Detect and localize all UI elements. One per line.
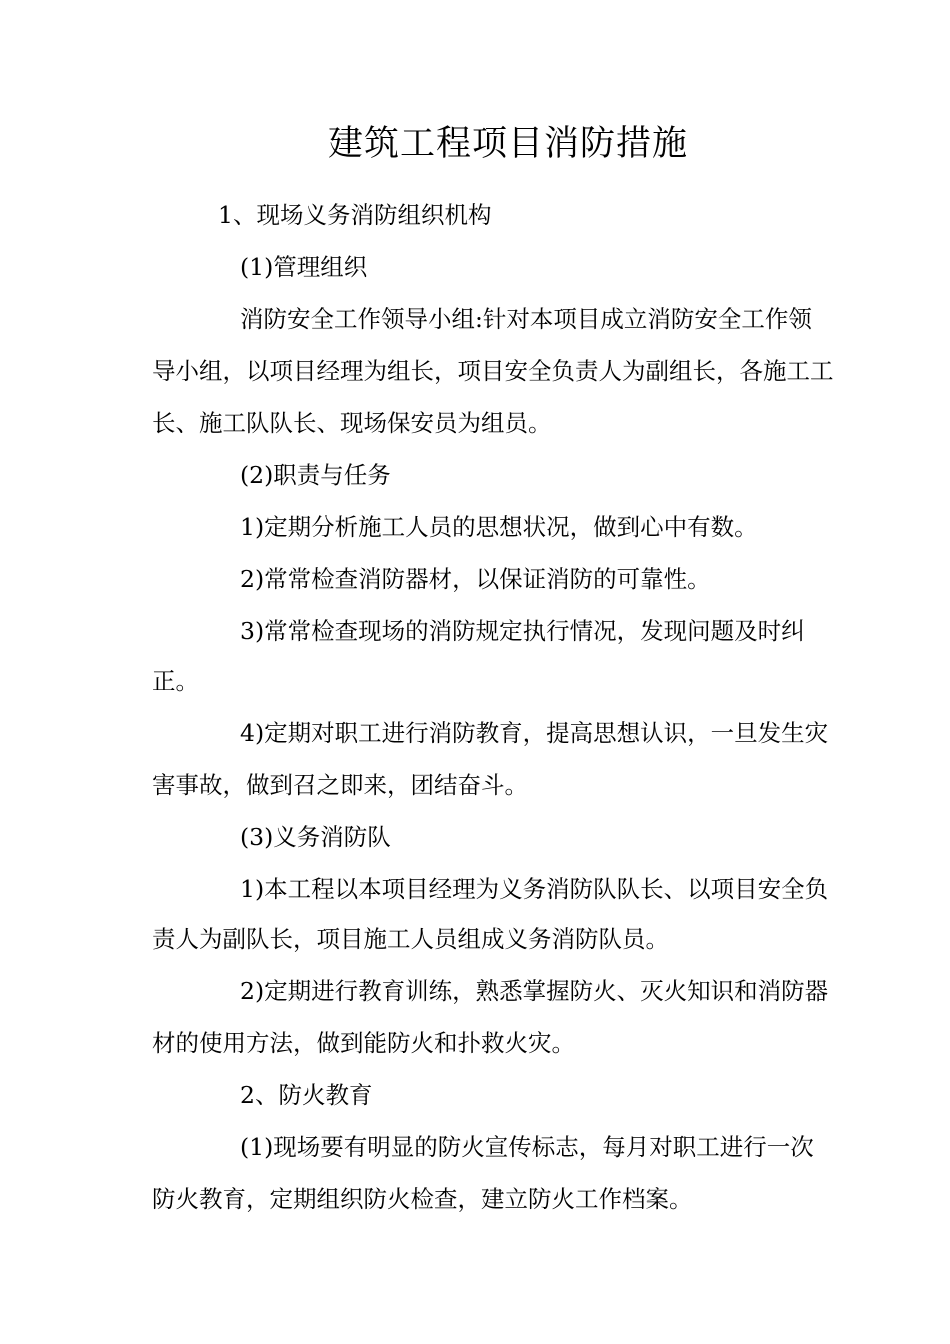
paragraph-line: 长、施工队队长、现场保安员为组员。 (152, 409, 552, 437)
paragraph-line: 导小组，以项目经理为组长，项目安全负责人为副组长，各施工工 (152, 357, 834, 385)
list-item: (1)现场要有明显的防火宣传标志，每月对职工进行一次 (240, 1133, 814, 1161)
paragraph-line: 害事故，做到召之即来，团结奋斗。 (152, 771, 528, 799)
paragraph-line: 消防安全工作领导小组:针对本项目成立消防安全工作领 (240, 305, 812, 333)
paragraph-line: 防火教育，定期组织防火检查，建立防火工作档案。 (152, 1185, 693, 1213)
paragraph-line: 责人为副队长，项目施工人员组成义务消防队员。 (152, 925, 669, 953)
paragraph-line: 正。 (152, 667, 199, 695)
list-item: 1)定期分析施工人员的思想状况，做到心中有数。 (240, 513, 758, 541)
subheading-duties: (2)职责与任务 (240, 461, 391, 489)
list-item: 1)本工程以本项目经理为义务消防队队长、以项目安全负 (240, 875, 829, 903)
section-heading-organization: 1、现场义务消防组织机构 (218, 201, 492, 229)
list-item: 3)常常检查现场的消防规定执行情况，发现问题及时纠 (240, 617, 805, 645)
list-item: 2)定期进行教育训练，熟悉掌握防火、灭火知识和消防器 (240, 977, 829, 1005)
paragraph-line: 材的使用方法，做到能防火和扑救火灾。 (152, 1029, 575, 1057)
subheading-volunteer-team: (3)义务消防队 (240, 823, 391, 851)
document-title: 建筑工程项目消防措施 (327, 124, 688, 164)
list-item: 2)常常检查消防器材，以保证消防的可靠性。 (240, 565, 711, 593)
subheading-management: (1)管理组织 (240, 253, 368, 281)
list-item: 4)定期对职工进行消防教育，提高思想认识，一旦发生灾 (240, 719, 829, 747)
section-heading-fire-education: 2、防火教育 (240, 1081, 373, 1109)
